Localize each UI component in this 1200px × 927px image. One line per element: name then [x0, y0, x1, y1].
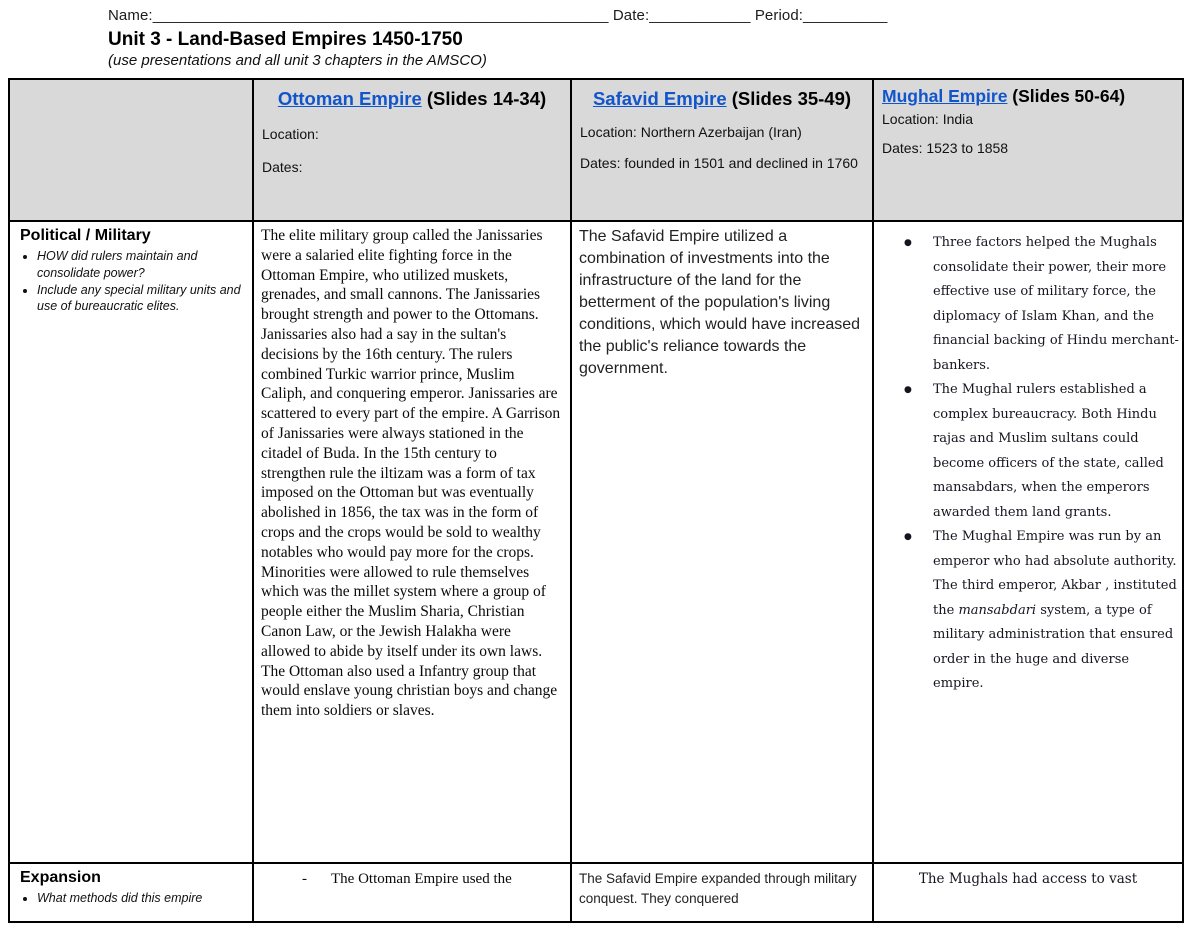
mughal-expansion-text: The Mughals had access to vast: [918, 871, 1138, 887]
political-prompt-1: • HOW did rulers maintain and consolidate power?: [37, 248, 244, 281]
safavid-slides-label: (Slides 35-49): [726, 88, 852, 109]
mughal-bullet-2: ● The Mughal rulers established a complex bureaucracy. Both Hindu rajas and Muslim sultans could become officers of the state, called mansabdars, when the emperors awarded them land grants.: [933, 378, 1180, 525]
safavid-location: Location: Northern Azerbaijan (Iran): [580, 123, 802, 140]
empires-comparison-table: [8, 78, 1184, 923]
header-cell-safavid: [572, 80, 874, 222]
mughal-bullet-3-italic-term: mansabdari: [958, 602, 1037, 618]
row-label-expansion: [10, 864, 254, 921]
political-prompts-list: [20, 248, 244, 314]
date-label: Date:: [612, 7, 650, 24]
mughal-political-list: [874, 231, 1180, 697]
ottoman-expansion-text: The Ottoman Empire used the: [331, 871, 512, 887]
name-blank: ______________________________________________________: [152, 7, 609, 24]
mughal-bullet-3: [933, 525, 1180, 697]
expansion-heading: Expansion: [20, 869, 101, 886]
ottoman-dates: Dates:: [262, 158, 303, 175]
mughal-location: Location: India: [882, 111, 974, 128]
header-cell-mughal: [874, 80, 1182, 222]
safavid-expansion-text: The Safavid Empire expanded through military conquest. They conquered: [579, 871, 857, 906]
page-subtitle: (use presentations and all unit 3 chapters in the AMSCO): [108, 52, 487, 69]
political-military-heading: Political / Military: [20, 227, 151, 244]
mughal-dates: Dates: 1523 to 1858: [882, 140, 1009, 157]
ottoman-empire-link[interactable]: Ottoman Empire: [277, 88, 422, 109]
ottoman-expansion-cell: [254, 864, 572, 921]
safavid-header-info: [580, 117, 864, 179]
safavid-political-text: The Safavid Empire utilized a combination of investments into the infrastructure of the land for the betterment of the population's living conditions, which would have increased the public's reliance towards the government.: [579, 228, 861, 377]
date-blank: ____________: [649, 7, 751, 24]
name-label: Name:: [108, 7, 153, 24]
row-label-political-military: [10, 222, 254, 864]
mughal-title: [882, 86, 1174, 107]
header-cell-ottoman: [254, 80, 572, 222]
period-label: Period:: [754, 7, 804, 24]
name-date-period-line: [108, 7, 1188, 24]
expansion-prompts-list: [20, 890, 244, 906]
political-prompt-2: • Include any special military units and use of bureaucratic elites.: [37, 282, 244, 315]
mughal-bullet-3-post: system, a type of military administration that ensured order in the huge and diverse empire.: [933, 602, 1174, 691]
ottoman-expansion-dash: -: [302, 871, 307, 887]
expansion-prompt-1: • What methods did this empire: [37, 890, 244, 906]
mughal-political-cell: [874, 222, 1182, 864]
ottoman-title: [276, 88, 548, 111]
safavid-dates: Dates: founded in 1501 and declined in 1760: [580, 154, 858, 171]
mughal-slides-label: (Slides 50-64): [1007, 86, 1126, 106]
ottoman-political-cell: [254, 222, 572, 864]
document-header: [108, 7, 1188, 69]
page-title: Unit 3 - Land-Based Empires 1450-1750: [108, 29, 463, 50]
safavid-title: [586, 88, 858, 111]
safavid-expansion-cell: [572, 864, 874, 921]
safavid-empire-link[interactable]: Safavid Empire: [592, 88, 727, 109]
ottoman-header-info: [262, 125, 562, 177]
ottoman-location: Location:: [262, 125, 319, 142]
mughal-bullet-1: ● Three factors helped the Mughals consolidate their power, their more effective use of military force, the diplomacy of Islam Khan, and the financial backing of Hindu merchant-bankers.: [933, 231, 1180, 378]
safavid-political-cell: [572, 222, 874, 864]
period-blank: __________: [803, 7, 888, 24]
ottoman-slides-label: (Slides 14-34): [421, 88, 547, 109]
mughal-header-info: [882, 110, 1174, 158]
ottoman-political-text: The elite military group called the Janissaries were a salaried elite fighting force in the Ottoman Empire, who utilized muskets, grenades, and small cannons. The Janissaries brought strength and power to the Ottomans. Janissaries also had a say in the sultan's decisions by the 16th century. The rulers combined Turkic warrior prince, Muslim Caliph, and conquering emperor. Janissaries are scattered to every part of the empire. A Garrison of Janissaries were always stationed in the citadel of Buda. In the 15th century to strengthen rule the iltizam was a form of tax imposed on the Ottoman but was eventually abolished in 1856, the tax was in the form of crops and the crops would be sold to wealthy notables who would pay more for the crops. Minorities were allowed to rule themselves which was the millet system where a group of people either the Muslim Sharia, Christian Canon Law, or the Jewish Halakha were allowed to abide by itself under its own laws. The Ottoman also used a Infantry group that would enslave young christian boys and change them into soldiers or slaves.: [261, 227, 561, 720]
mughal-expansion-cell: [874, 864, 1182, 921]
mughal-empire-link[interactable]: Mughal Empire: [882, 86, 1008, 106]
header-cell-empty: [10, 80, 254, 222]
mughal-bullet-3-pre: The Mughal Empire was run by an emperor who had absolute authority. The third emperor, Akbar , instituted the: [933, 529, 1177, 618]
